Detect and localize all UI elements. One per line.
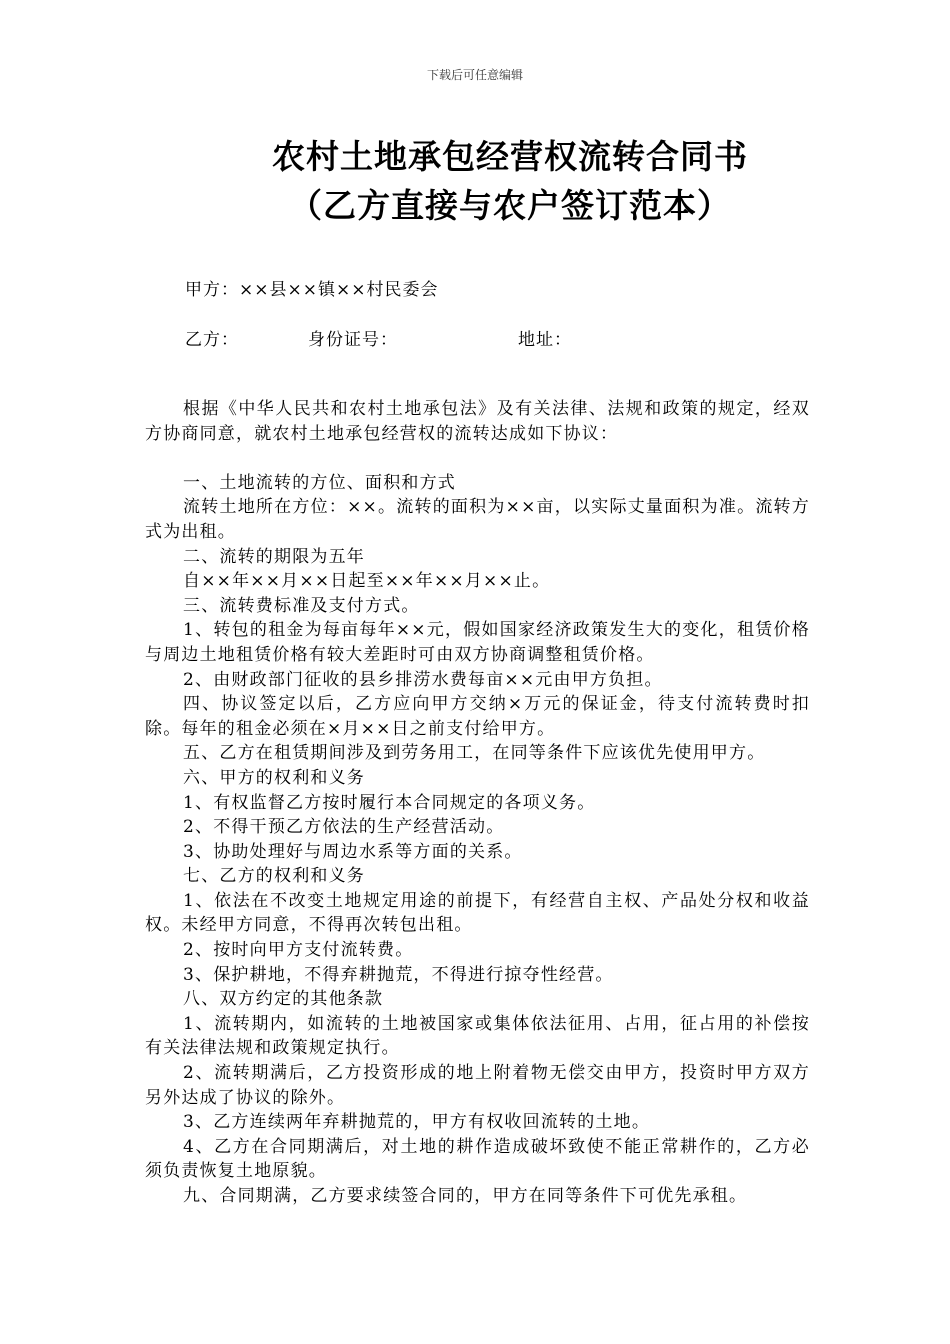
party-b-label: 乙方： [185,330,239,350]
section-heading: 七、乙方的权利和义务 [183,866,365,887]
clause-paragraph: 3、保护耕地，不得弃耕抛荒，不得进行掠夺性经营。 [183,964,614,985]
clause-paragraph: 流转土地所在方位：××。流转的面积为××亩，以实际丈量面积为准。流转方式为出租。 [145,497,810,542]
section-heading: 九、合同期满，乙方要求续签合同的，甲方在同等条件下可优先承租。 [183,1186,748,1206]
clause-paragraph: 2、由财政部门征收的县乡排涝水费每亩××元由甲方负担。 [183,669,663,690]
document-subtitle: （乙方直接与农户签订范本） [289,186,731,225]
document-title: 农村土地承包经营权流转合同书 [272,137,748,176]
clause-paragraph: 自××年××月××日起至××年××月××止。 [183,571,551,592]
contract-body [145,397,810,1209]
clause-paragraph: 1、转包的租金为每亩每年××元，假如国家经济政策发生大的变化，租赁价格与周边土地租赁价格有较大差距时可由双方协商调整租赁价格。 [145,620,810,665]
clause-paragraph: 1、依法在不改变土地规定用途的前提下，有经营自主权、产品处分权和收益权。未经甲方同意，不得再次转包出租。 [145,890,810,936]
clause-paragraph: 2、按时向甲方支付流转费。 [183,940,414,961]
section-heading: 四、协议签定以后，乙方应向甲方交纳×万元的保证金，待支付流转费时扣除。每年的租金必须在×月××日之前支付给甲方。 [145,694,810,739]
section-heading: 八、双方约定的其他条款 [183,989,384,1010]
party-a-line: 甲方：××县××镇××村民委会 [185,280,439,300]
address-label: 地址： [518,330,572,350]
clause-paragraph: 3、乙方连续两年弃耕抛荒的，甲方有权收回流转的土地。 [183,1112,651,1133]
id-number-label: 身份证号： [308,330,398,350]
section-heading: 三、流转费标准及支付方式。 [183,595,420,616]
clause-paragraph: 1、流转期内，如流转的土地被国家或集体依法征用、占用，征占用的补偿按有关法律法规和政策规定执行。 [145,1013,810,1059]
section-heading: 五、乙方在租赁期间涉及到劳务用工，在同等条件下应该优先使用甲方。 [183,743,766,764]
section-heading: 六、甲方的权利和义务 [183,767,365,788]
header-note: 下载后可任意编辑 [426,68,523,82]
section-heading: 一、土地流转的方位、面积和方式 [183,472,456,493]
preamble-paragraph: 根据《中华人民共和农村土地承包法》及有关法律、法规和政策的规定，经双方协商同意，就农村土地承包经营权的流转达成如下协议： [145,399,810,444]
clause-paragraph: 2、不得干预乙方依法的生产经营活动。 [183,817,505,838]
clause-paragraph: 4、乙方在合同期满后，对土地的耕作造成破坏致使不能正常耕作的，乙方必须负责恢复土地原貌。 [145,1136,810,1182]
section-heading: 二、流转的期限为五年 [183,546,365,567]
clause-paragraph: 1、有权监督乙方按时履行本合同规定的各项义务。 [183,792,596,813]
clause-paragraph: 2、流转期满后，乙方投资形成的地上附着物无偿交由甲方，投资时甲方双方另外达成了协议的除外。 [145,1063,810,1108]
clause-paragraph: 3、协助处理好与周边水系等方面的关系。 [183,841,523,862]
